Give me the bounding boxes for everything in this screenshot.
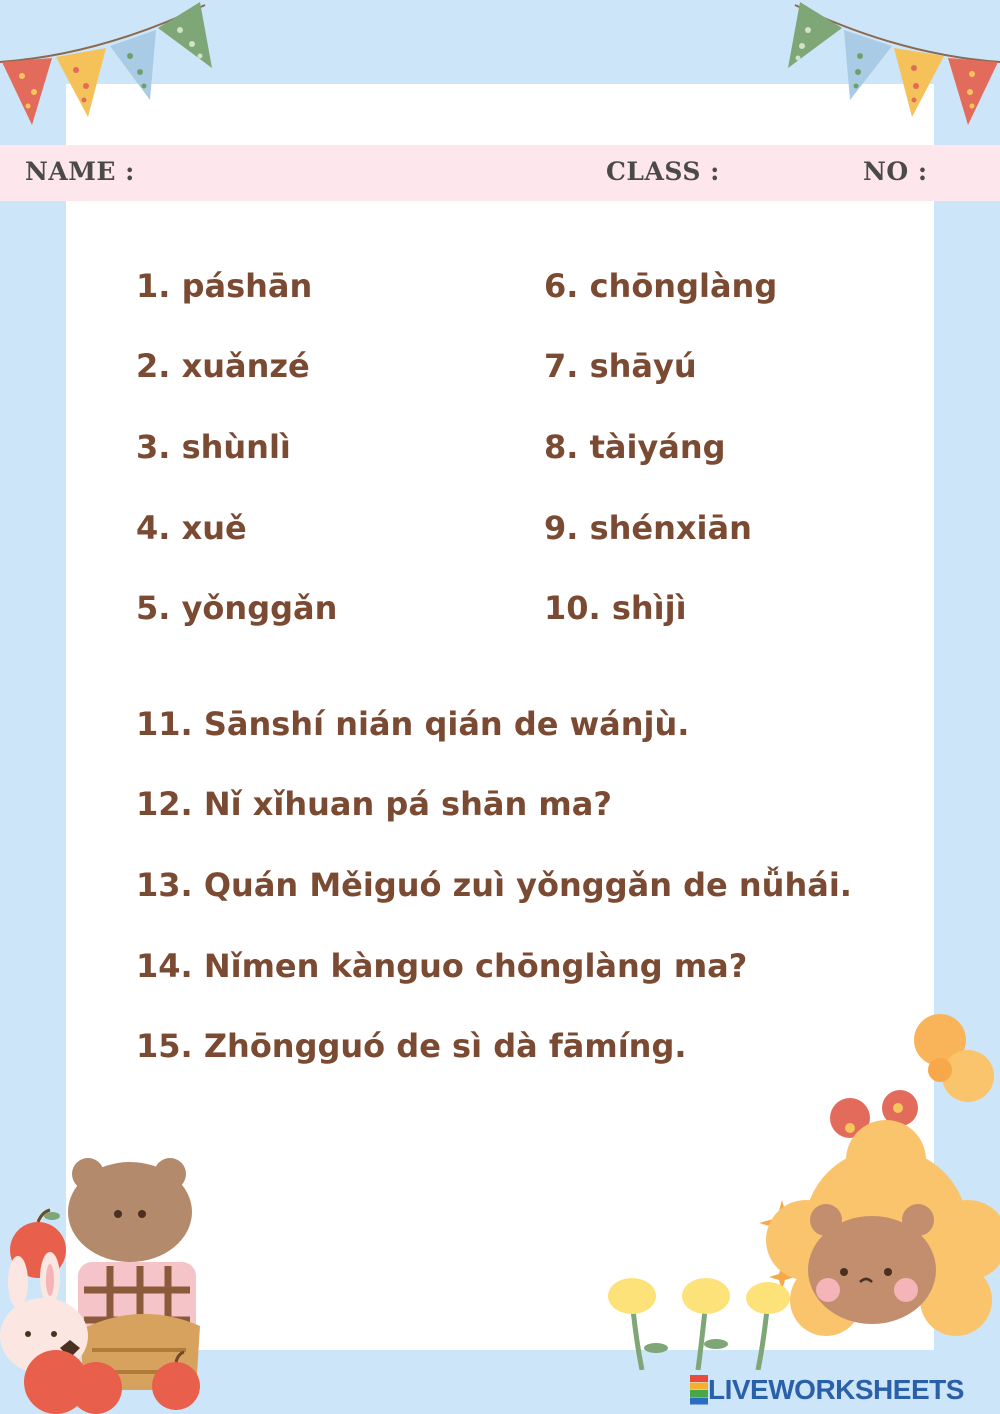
liveworksheets-brand: LIVEWORKSHEETS bbox=[708, 1374, 964, 1405]
sentence-item-11: 11. Sānshí nián qián de wánjù. bbox=[136, 705, 690, 743]
word-item-7: 7. shāyú bbox=[544, 347, 697, 385]
bear-bunny-picnic-decoration bbox=[0, 1150, 210, 1414]
sentence-item-14: 14. Nǐmen kànguo chōnglàng ma? bbox=[136, 947, 748, 985]
bunting-right-decoration bbox=[780, 0, 1000, 130]
class-label: CLASS : bbox=[606, 157, 720, 186]
word-item-6: 6. chōnglàng bbox=[544, 267, 778, 305]
word-item-8: 8. tàiyáng bbox=[544, 428, 726, 466]
liveworksheets-watermark bbox=[690, 1373, 964, 1407]
flower-bear-decoration bbox=[596, 1010, 1000, 1370]
word-item-1: 1. páshān bbox=[136, 267, 313, 305]
name-label: NAME : bbox=[25, 157, 135, 186]
word-item-4: 4. xuě bbox=[136, 509, 247, 547]
sentence-item-12: 12. Nǐ xǐhuan pá shān ma? bbox=[136, 785, 612, 823]
word-item-5: 5. yǒnggǎn bbox=[136, 589, 338, 627]
word-item-3: 3. shùnlì bbox=[136, 428, 291, 466]
name-band bbox=[0, 145, 1000, 201]
no-label: NO : bbox=[863, 157, 928, 186]
liveworksheets-logo-icon bbox=[690, 1375, 708, 1405]
word-item-2: 2. xuǎnzé bbox=[136, 347, 310, 385]
word-item-9: 9. shénxiān bbox=[544, 509, 752, 547]
sentence-item-15: 15. Zhōngguó de sì dà fāmíng. bbox=[136, 1027, 687, 1065]
bunting-left-decoration bbox=[0, 0, 220, 130]
sentence-item-13: 13. Quán Měiguó zuì yǒnggǎn de nǚhái. bbox=[136, 866, 852, 904]
word-item-10: 10. shìjì bbox=[544, 589, 687, 627]
